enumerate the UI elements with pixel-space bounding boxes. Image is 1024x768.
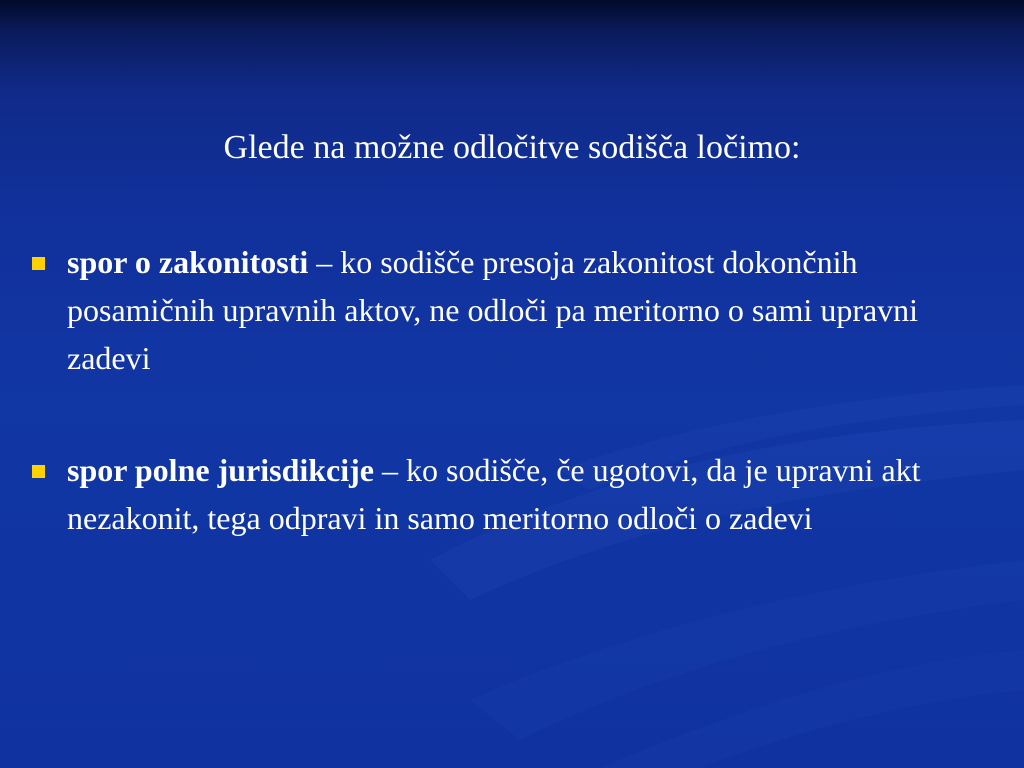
bullet-text: – ko sodišče, če ugotovi, da je upravni akt nezakonit, tega odpravi in samo meritorno odloči o zadevi (67, 452, 921, 536)
bullet-term: spor polne jurisdikcije (67, 452, 374, 488)
bullet-item (28, 446, 958, 542)
bullet-term: spor o zakonitosti (67, 244, 309, 280)
bullet-list (28, 238, 958, 606)
bullet-text: – ko sodišče presoja zakonitost dokončnih posamičnih upravnih aktov, ne odloči pa meritorno o sami upravni zadevi (67, 244, 919, 376)
square-bullet-icon (32, 257, 45, 270)
bullet-item (28, 238, 958, 382)
slide-title: Glede na možne odločitve sodišča ločimo: (223, 129, 801, 166)
square-bullet-icon (32, 465, 45, 478)
